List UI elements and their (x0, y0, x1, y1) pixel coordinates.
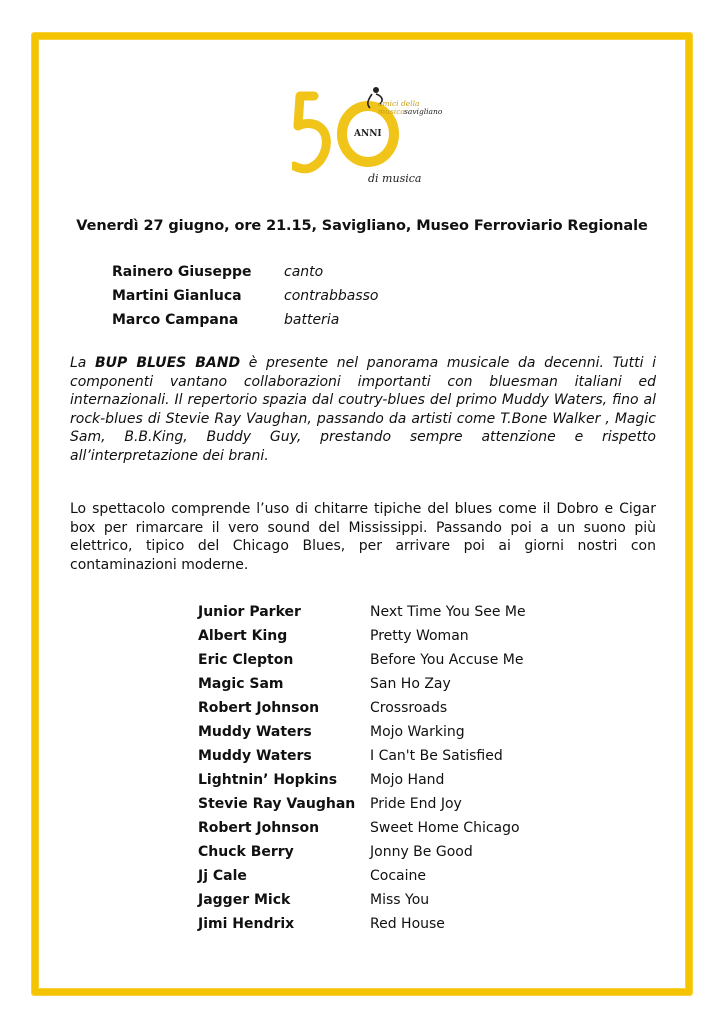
song-artist: Lightnin’ Hopkins (198, 772, 338, 788)
song-artist: Magic Sam (198, 676, 284, 692)
musician-role: canto (284, 264, 324, 280)
song-artist: Jagger Mick (198, 892, 291, 908)
musician-list (112, 260, 378, 332)
setlist-row (198, 840, 526, 864)
song-title: Miss You (370, 892, 430, 908)
song-artist: Muddy Waters (198, 724, 312, 740)
song-title: Crossroads (370, 700, 448, 716)
setlist-row (198, 696, 526, 720)
song-artist: Jj Cale (198, 868, 247, 884)
song-artist: Eric Clepton (198, 652, 294, 668)
setlist-row (198, 624, 526, 648)
logo-anni: ANNI (354, 129, 382, 139)
logo-tagline: di musica (368, 172, 422, 185)
musician-name: Marco Campana (112, 312, 239, 328)
setlist-row (198, 600, 526, 624)
song-artist: Stevie Ray Vaughan (198, 796, 356, 812)
song-artist: Albert King (198, 628, 288, 644)
band-name: BUP BLUES BAND (95, 355, 241, 371)
song-title: Red House (370, 916, 445, 932)
setlist-row (198, 864, 526, 888)
band-description (70, 354, 656, 466)
event-heading: Venerdì 27 giugno, ore 21.15, Savigliano, Museo Ferroviario Regionale (76, 218, 648, 234)
musician-row (112, 284, 378, 308)
description-text: è presente nel panorama musicale da decenni. Tutti i componenti vantano collaborazioni importanti con bluesman italiani ed internazionali. Il repertorio spazia dal coutry-blues del primo Muddy Waters, fino al rock-blues di Stevie Ray Vaughan, passando da artisti come T.Bone Walker , Magic Sam, B.B.King, Buddy Guy, prestando sempre attenzione e rispetto all’interpretazione dei brani. (70, 355, 656, 464)
description-intro: La (70, 355, 96, 371)
setlist-row (198, 768, 526, 792)
logo-org-line1: amici della (378, 99, 420, 108)
setlist-row (198, 744, 526, 768)
setlist-row (198, 792, 526, 816)
song-title: Pretty Woman (370, 628, 469, 644)
song-artist: Robert Johnson (198, 820, 320, 836)
song-title: I Can't Be Satisfied (370, 748, 503, 764)
song-title: Next Time You See Me (370, 604, 526, 620)
logo-org-line2: musica (378, 107, 405, 116)
musician-name: Rainero Giuseppe (112, 264, 252, 280)
musician-row (112, 308, 378, 332)
song-title: Mojo Hand (370, 772, 445, 788)
logo-figure-icon (373, 87, 379, 93)
musician-role: batteria (284, 312, 340, 328)
musician-role: contrabbasso (284, 288, 379, 304)
song-title: Pride End Joy (370, 796, 462, 812)
show-description: Lo spettacolo comprende l’uso di chitarre tipiche del blues come il Dobro e Cigar box per rimarcare il vero sound del Mississippi. Passando poi a un suono più elettrico, tipico del Chicago Blues, per arrivare poi ai giorni nostri con contaminazioni moderne. (70, 501, 656, 573)
song-artist: Junior Parker (198, 604, 301, 620)
setlist-row (198, 816, 526, 840)
song-artist: Robert Johnson (198, 700, 320, 716)
setlist-row (198, 672, 526, 696)
association-logo (292, 82, 442, 192)
setlist-row (198, 912, 526, 936)
musician-row (112, 260, 378, 284)
song-title: Jonny Be Good (370, 844, 473, 860)
song-artist: Muddy Waters (198, 748, 312, 764)
setlist-row (198, 648, 526, 672)
song-title: Sweet Home Chicago (370, 820, 520, 836)
setlist (198, 600, 526, 936)
song-title: San Ho Zay (370, 676, 451, 692)
logo-five-shape (294, 96, 326, 169)
song-artist: Jimi Hendrix (198, 916, 295, 932)
song-artist: Chuck Berry (198, 844, 294, 860)
song-title: Before You Accuse Me (370, 652, 524, 668)
setlist-row (198, 888, 526, 912)
song-title: Mojo Warking (370, 724, 465, 740)
setlist-row (198, 720, 526, 744)
song-title: Cocaine (370, 868, 426, 884)
musician-name: Martini Gianluca (112, 288, 242, 304)
logo-org-city: savigliano (404, 107, 442, 116)
